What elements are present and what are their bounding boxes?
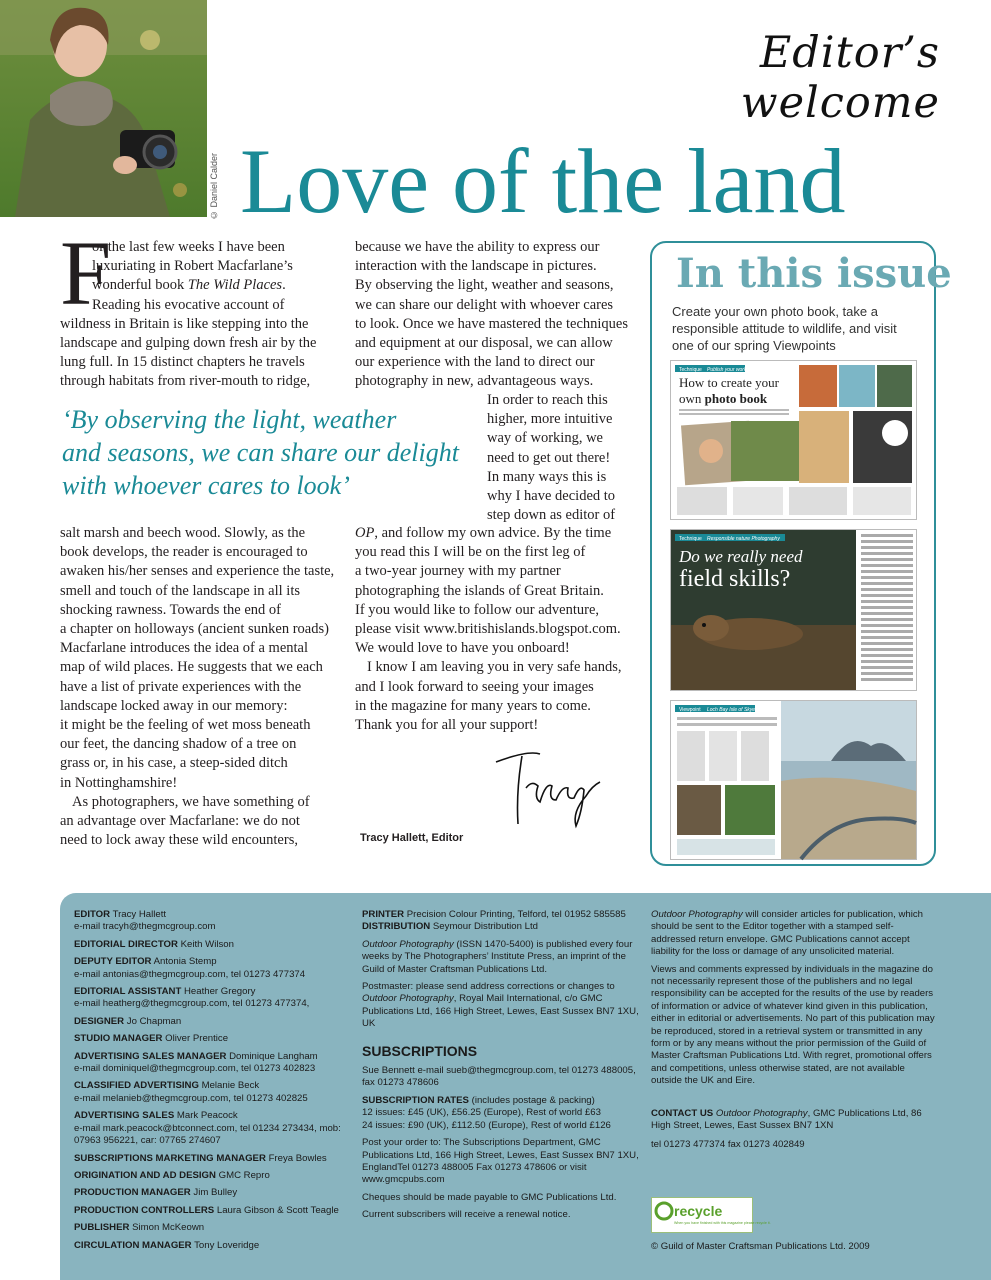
contact-us: CONTACT US Outdoor Photography, GMC Publications Ltd, 86 High Street, Lewes, East Sussex BN7 1XN — [651, 1107, 922, 1132]
body-line: it might be the feeling of wet moss beneath — [60, 717, 311, 734]
body-line: have a list of private experiences with the — [60, 678, 302, 695]
body-line: please visit www.britishislands.blogspot.com. — [355, 621, 621, 638]
staff-entry: EDITOR Tracy Hallett e-mail tracyh@thegmcgroup.com — [74, 909, 216, 933]
body-line: why I have decided to — [487, 488, 616, 505]
thumb-strap: Publish your work — [707, 367, 747, 373]
body-column-1-top — [60, 238, 317, 392]
body-line: way of working, we — [487, 430, 603, 447]
staff-entry: CLASSIFIED ADVERTISING Melanie Beck e-mail melanieb@thegmcgroup.com, tel 01273 402825 — [74, 1080, 308, 1104]
body-line: our experience with the land to direct our — [355, 354, 595, 371]
body-line: in the magazine for many years to come. — [355, 697, 591, 714]
thumb-strap: Loch Bay Isle of Skye — [707, 707, 756, 713]
staff-entry: EDITORIAL ASSISTANT Heather Gregory e-mail heatherg@thegmcgroup.com, tel 01273 477374, — [74, 986, 310, 1010]
staff-entry: DESIGNER Jo Chapman — [74, 1015, 182, 1027]
staff-entry: ADVERTISING SALES MANAGER Dominique Langham e-mail dominiquel@thegmcgroup.com, tel 01273 402823 — [74, 1050, 318, 1075]
issue-thumbnail-viewpoint[interactable] — [670, 700, 917, 860]
issue-thumbnail-photo-book[interactable] — [670, 360, 917, 520]
body-column-1-bottom — [60, 524, 345, 850]
body-line: shocking rawness. Towards the end of — [60, 601, 282, 618]
body-line: awaken his/her senses and experience the taste, — [60, 563, 335, 580]
photo-credit: © Daniel Calder — [209, 152, 219, 220]
staff-entry: PUBLISHER Simon McKeown — [74, 1222, 205, 1234]
body-line: wonderful book The Wild Places. — [92, 277, 286, 294]
body-column-2-bottom — [355, 524, 640, 735]
body-column-2-narrow — [487, 391, 637, 525]
body-line: landscape and gulping down fresh air by the — [60, 335, 317, 352]
staff-entry: PRODUCTION CONTROLLERS Laura Gibson & Scott Teagle — [74, 1204, 339, 1216]
magazine-abbrev: OP — [355, 525, 375, 541]
rate-12-issues: 12 issues: £45 (UK), £56.25 (Europe), Rest of world £63 — [362, 1107, 601, 1119]
distribution-line: DISTRIBUTION Seymour Distribution Ltd — [362, 921, 538, 933]
legal-column — [651, 909, 936, 1151]
body-line: wildness in Britain is like stepping into the — [60, 315, 309, 332]
body-line: a chapter on holloways (ancient sunken roads) — [60, 621, 329, 638]
editor-signoff: Tracy Hallett, Editor — [360, 832, 464, 844]
printer-line: PRINTER Precision Colour Printing, Telford, tel 01952 585585 — [362, 909, 626, 920]
staff-entry: ORIGINATION AND AD DESIGN GMC Repro — [74, 1169, 270, 1181]
body-line: our feet, the dancing shadow of a tree on — [60, 736, 297, 753]
body-line: smell and touch of the landscape in all its — [60, 582, 300, 599]
body-line: As photographers, we have something of — [72, 793, 310, 810]
thumb-title-2: own photo book — [679, 391, 768, 406]
body-line: to look. Once we have mastered the techniques — [355, 315, 628, 332]
body-line: or the last few weeks I have been — [92, 239, 285, 255]
copyright: © Guild of Master Craftsman Publications Ltd. 2009 — [651, 1241, 870, 1252]
staff-entry: EDITORIAL DIRECTOR Keith Wilson — [74, 938, 234, 950]
body-line: In order to reach this — [487, 392, 608, 408]
in-this-issue-title: In this issue — [676, 250, 952, 297]
thumb-section: Technique — [679, 367, 702, 373]
body-line: you read this I will be on the first leg of — [355, 544, 586, 561]
body-line: OP, and follow my own advice. By the time — [355, 525, 612, 541]
body-line: grass or, in his case, a steep-sided ditch — [60, 755, 288, 772]
body-line: need to get out there! — [487, 449, 611, 466]
body-line: salt marsh and beech wood. Slowly, as the — [60, 525, 306, 541]
pull-quote-line: ‘By observing the light, weather — [62, 405, 397, 434]
body-line: photographing the islands of Great Britain. — [355, 582, 604, 599]
thumb-section: Viewpoint — [679, 707, 701, 713]
pull-quote — [62, 403, 482, 502]
staff-entry: CIRCULATION MANAGER Tony Loveridge — [74, 1239, 260, 1251]
staff-entry: STUDIO MANAGER Oliver Prentice — [74, 1033, 229, 1045]
staff-column — [74, 909, 354, 1257]
body-line: I know I am leaving you in very safe hands, — [367, 659, 622, 676]
body-column-2-top — [355, 238, 635, 392]
body-line: Macfarlane introduces the idea of a mental — [60, 640, 308, 657]
cheques-note: Cheques should be made payable to GMC Publications Ltd. — [362, 1191, 617, 1203]
body-line: map of wild places. He suggests that we each — [60, 659, 323, 676]
in-this-issue-text: Create your own photo book, take a responsible attitude to wildlife, and visit one of our spring Viewpoints — [672, 304, 897, 353]
rate-24-issues: 24 issues: £90 (UK), £112.50 (Europe), Rest of world £126 — [362, 1119, 611, 1131]
body-line: a two-year journey with my partner — [355, 563, 561, 580]
editor-photo — [0, 0, 207, 217]
issn-text: Outdoor Photography (ISSN 1470-5400) is published every four weeks by The Photographers’ Institute Press, an imprint of the Guild of Master Craftsman Publications Ltd. — [362, 938, 633, 975]
subscription-rates: SUBSCRIPTION RATES (includes postage & packing) — [362, 1094, 595, 1106]
contact-phone: tel 01273 477374 fax 01273 402849 — [651, 1138, 805, 1150]
body-line: If you would like to follow our adventure, — [355, 601, 600, 618]
subscriptions-heading: SUBSCRIPTIONS — [362, 1042, 478, 1059]
body-line: need to lock away these wild encounters, — [60, 832, 298, 849]
staff-entry: ADVERTISING SALES Mark Peacock e-mail mark.peacock@btconnect.com, tel 01234 273434, mob: 07963 956221, car: 07765 274607 — [74, 1110, 341, 1147]
body-line: luxuriating in Robert Macfarlane’s — [92, 258, 293, 275]
body-line: Reading his evocative account of — [92, 296, 285, 313]
body-line: photography in new, advantageous ways. — [355, 373, 594, 390]
body-line: we can share our delight with whoever cares — [355, 296, 614, 313]
section-kicker: Editor’s welcome — [740, 28, 940, 128]
body-line: because we have the ability to express our — [355, 239, 600, 255]
articles-policy: Outdoor Photography will consider articles for publication, which should be sent to the Editor together with a stamped self-addressed return envelope. GMC Publications cannot accept liability for the loss or damage of any unsolicited material. — [651, 909, 923, 958]
staff-entry: SUBSCRIPTIONS MARKETING MANAGER Freya Bowles — [74, 1152, 327, 1164]
subscriptions-contact: Sue Bennett e-mail sueb@thegmcgroup.com, tel 01273 488005, fax 01273 478606 — [362, 1065, 636, 1089]
recycle-logo — [651, 1197, 771, 1233]
thumb-strap: Responsible nature Photography — [707, 536, 780, 542]
thumb-section: Technique — [679, 536, 702, 542]
body-line: and equipment at our disposal, we can allow — [355, 335, 613, 352]
body-line: step down as editor of — [487, 507, 616, 524]
body-line: and I look forward to seeing your images — [355, 678, 594, 695]
body-line: higher, more intuitive — [487, 411, 613, 428]
staff-entry: PRODUCTION MANAGER Jim Bulley — [74, 1187, 238, 1199]
page-title: Love of the land — [240, 130, 846, 232]
recycle-note: When you have finished with this magazine please recycle it. — [674, 1221, 771, 1225]
body-line: an advantage over Macfarlane: we do not — [60, 813, 300, 830]
issue-thumbnail-field-skills[interactable] — [670, 529, 917, 691]
body-line: Thank you for all your support! — [355, 717, 539, 734]
publishing-column — [362, 909, 642, 1222]
views-disclaimer: Views and comments expressed by individuals in the magazine do not necessarily represent those of the publishers and no legal responsibility can be accepted for the results of the use by readers of information or advice of whatever kind given in this publication, either in editorial or advertisements. No part of this publication may be reproduced, stored in a retrieval system or transmitted in any form or by any means without the prior permission of the Guild of Master Craftsman Publications Ltd. With regret, promotional offers and competitions, unless otherwise stated, are not available outside the UK and Eire. — [651, 963, 935, 1087]
postmaster-text: Postmaster: please send address corrections or changes to Outdoor Photography, Royal Mail International, c/o GMC Publications Ltd, 166 High Street, Lewes, East Sussex BN7 1XU, UK — [362, 981, 639, 1030]
body-line: In many ways this is — [487, 468, 607, 485]
recycle-word: recycle — [674, 1203, 723, 1219]
thumb-title-1: How to create your — [679, 375, 779, 390]
renewal-note: Current subscribers will receive a renewal notice. — [362, 1209, 571, 1221]
body-line: interaction with the landscape in pictures. — [355, 258, 597, 275]
body-line: landscape locked away in our memory: — [60, 697, 288, 714]
subscription-post: Post your order to: The Subscriptions Department, GMC Publications Ltd, 166 High Street, Lewes, East Sussex BN7 1XU, EnglandTel 01273 488005 Fax 01273 478606 or visit www.gmcpubs.com — [362, 1137, 639, 1186]
body-line: book develops, the reader is encouraged to — [60, 544, 308, 561]
thumb-title-1: Do we really need — [679, 547, 803, 566]
body-line: lung full. In 15 distinct chapters he travels — [60, 354, 305, 371]
editor-signature — [488, 742, 628, 832]
recycle-icon — [656, 1203, 672, 1219]
staff-entry: DEPUTY EDITOR Antonia Stemp e-mail antonias@thegmcgroup.com, tel 01273 477374 — [74, 956, 306, 980]
body-line: We would love to have you onboard! — [355, 640, 570, 657]
pull-quote-line: with whoever cares to look’ — [62, 471, 350, 500]
thumb-title-2: field skills? — [679, 566, 791, 592]
drop-cap: F — [60, 222, 112, 324]
body-line: By observing the light, weather and seasons, — [355, 277, 614, 294]
body-line: in Nottinghamshire! — [60, 774, 178, 791]
book-title: The Wild Places — [187, 277, 283, 294]
body-line: through habitats from river-mouth to ridge, — [60, 373, 311, 390]
pull-quote-line: and seasons, we can share our delight — [62, 438, 459, 467]
